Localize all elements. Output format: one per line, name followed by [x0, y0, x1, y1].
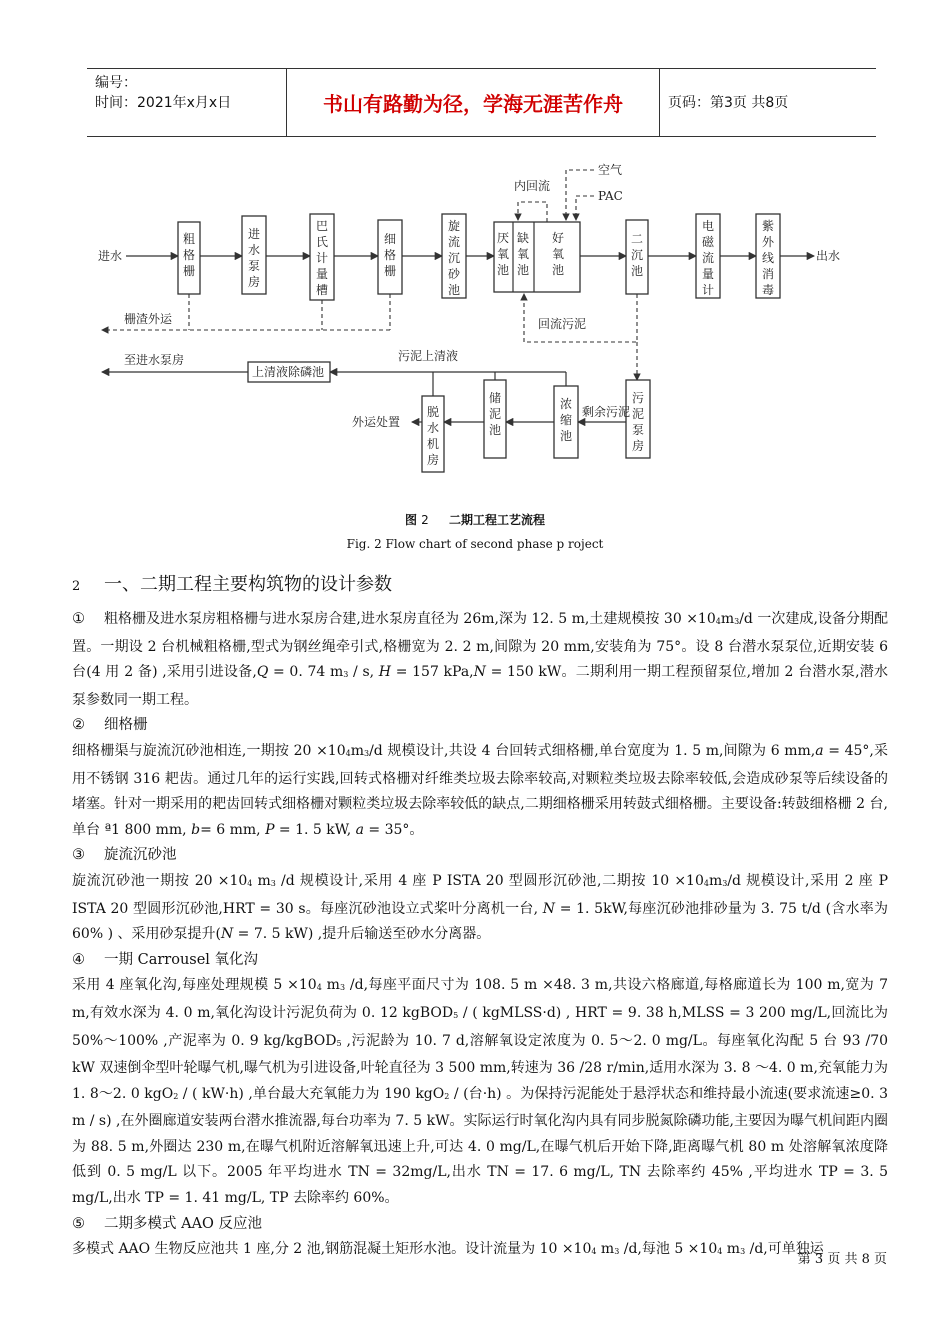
em-flowmeter-label: 电磁流量计 — [702, 219, 715, 297]
dewatering-label: 脱水机房 — [427, 405, 440, 467]
header-motto: 书山有路勤为径，学海无涯苦作舟 — [323, 92, 623, 116]
item-title: 一期 Carrousel 氧化沟 — [104, 951, 259, 968]
screenings-label: 栅渣外运 — [124, 312, 173, 326]
time-label: 时间：2021年x月x日 — [95, 95, 232, 111]
item-marker: ⑤ — [72, 1215, 85, 1232]
item-heading — [72, 1212, 888, 1238]
process-flow-chart — [92, 158, 862, 480]
disposal-label: 外运处置 — [352, 415, 401, 429]
figure-caption-zh — [0, 511, 950, 528]
item-heading — [72, 713, 888, 739]
thickener-label: 浓缩池 — [560, 397, 573, 443]
anoxic-label: 缺氧池 — [517, 231, 530, 277]
return-sludge-label: 回流污泥 — [538, 317, 587, 331]
air-label: 空气 — [598, 163, 623, 177]
page-footer: 第 3 页 共 8 页 — [797, 1252, 887, 1267]
item-marker: ④ — [72, 951, 85, 968]
paragraph: 采用 4 座氧化沟,每座处理规模 $5 \times 10_4$ $m_3$ /d,每座平面尺寸为 108. 5 m ×48. 3 m,共设六格廊道,每格廊道长为 100 m,宽为 7 m,有效水深为 4. 0 m,氧化沟设计污泥负荷为 0. 12 kgBOD$_5$ / ( kgMLSS·d) , HRT = 9. 38 h,MLSS = 3 200 mg/L,回流比为 50%～100% ,产泥率为 0. 9 kg/kgBOD$_5$ ,污泥龄为 10. 7 d,溶解氧设定浓度为 0. 5～2. 0 mg/L。每座氧化沟配 5 台 93 /70 kW 双速倒伞型叶轮曝气机,曝气机为引进设备,叶轮直径为 3 500 mm,转速为 36 /28 r/min,适用水深为 3. 8 ～4. 0 m,充氧能力为 1. 8～2. 0 kgO$_2$ / ( kW·h) ,单台最大充氧能力为 190 kgO$_2$ / (台·h) 。为保持污泥能处于悬浮状态和维持最小流速(要求流速≥0. 3 m / s) ,在外圈廊道安装两台潜水推流器,每台功率为 7. 5 kW。实际运行时氧化沟内具有同步脱氮除磷功能,主要因为曝气机间距内圈为 88. 5 m,外圈达 230 m,在曝气机附近溶解氧迅速上升,可达 4. 0 mg/L,在曝气机后开始下降,距离曝气机 80 m 处溶解氧浓度降低到 0. 5 mg/L 以下。2005 年平均进水 TN = 32mg/L,出水 TN = 17. 6 mg/L, TN 去除率约 45% ,平均进水 TP = 3. 5 mg/L,出水 TP = 1. 41 mg/L, TP 去除率约 60%。 — [72, 977, 889, 1207]
pac-line — [576, 196, 594, 220]
page-header — [87, 68, 876, 137]
caption-number: 2 — [421, 513, 429, 527]
sludge-storage-label: 储泥池 — [489, 391, 502, 437]
number-label: 编号： — [95, 75, 137, 91]
section-number: 2 — [72, 579, 81, 594]
parshall-label: 巴氏计量槽 — [316, 219, 329, 297]
sludge-pump-label: 污泥泵房 — [632, 391, 645, 453]
item-title: 细格栅 — [104, 717, 148, 734]
vortex-grit-label: 旋流沉砂池 — [448, 219, 461, 297]
uv-label: 紫外线消毒 — [762, 219, 775, 297]
header-right-cell — [660, 69, 876, 136]
body-text — [72, 607, 888, 1265]
header-page-label: 页码：第3页 共8页 — [668, 95, 789, 111]
air-line — [566, 170, 594, 220]
paragraph: ① 粗格栅及进水泵房粗格栅与进水泵房合建,进水泵房直径为 26m,深为 12. 5 m,土建规模按 $30 \times 10_4m_3/d$ 一次建成,设备分期配置。一期设 2 台机械粗格栅,型式为钢丝绳牵引式,格栅宽为 2. 2 m,间隙为 20 mm,安装角为 75°。设 8 台潜水泵泵位,近期安装 6 台(4 用 2 备) ,采用引进设备,Q = 0. 74 $m_3$ / s, H = 157 kPa,N = 150 kW。二期利用一期工程预留泵位,增加 2 台潜水泵,潜水泵参数同一期工程。 — [72, 607, 888, 713]
internal-recycle-line — [518, 202, 547, 222]
aerobic-label: 好氧池 — [552, 231, 565, 277]
item-marker: ③ — [72, 847, 85, 864]
sludge-supernatant-label: 污泥上清液 — [398, 349, 459, 363]
input-label: 进水 — [98, 249, 123, 263]
item-heading — [72, 843, 888, 869]
header-center-cell — [287, 69, 660, 136]
item-marker: ② — [72, 717, 85, 734]
paragraph: 多模式 AAO 生物反应池共 1 座,分 2 池,钢筋混凝土矩形水池。设计流量为 $10 \times 10_4$ $m_3$ /d,每池 $5 \times 10_4$ $m_3$ /d,可单独运 — [72, 1241, 824, 1258]
output-label: 出水 — [816, 249, 841, 263]
intake-pump-label: 进水泵房 — [248, 227, 261, 289]
figure-caption-en: Fig. 2 Flow chart of second phase p roject — [346, 537, 604, 551]
caption-prefix: 图 — [404, 513, 417, 527]
caption-title: 二期工程工艺流程 — [449, 513, 546, 527]
paragraph: 旋流沉砂池一期按 $20 \times 10_4$ $m_3$ /d 规模设计,采用 4 座 P ISTA 20 型圆形沉砂池,二期按 $10 \times 10_4m_3/d$ 规模设计,采用 2 座 P ISTA 20 型圆形沉砂池,HRT = 30 s。每座沉砂池设立式桨叶分离机一台, N = 1. 5kW,每座沉砂池排砂量为 3. 75 t/d (含水率为 60% ) 、采用砂泵提升(N = 7. 5 kW) ,提升后输送至砂水分离器。 — [72, 872, 888, 943]
secondary-clarifier-label: 二沉池 — [631, 232, 644, 278]
item-marker: ① — [72, 611, 85, 627]
section-title: 一、二期工程主要构筑物的设计参数 — [104, 574, 393, 595]
section-heading — [72, 570, 392, 596]
to-pump-house-label: 至进水泵房 — [124, 353, 185, 367]
item-title: 二期多模式 AAO 反应池 — [104, 1215, 263, 1232]
phos-removal-label: 上清液除磷池 — [252, 365, 325, 379]
coarse-screen-label: 粗格栅 — [183, 232, 196, 278]
pac-label: PAC — [598, 189, 623, 203]
excess-sludge-label: 剩余污泥 — [582, 405, 631, 419]
item-title: 旋流沉砂池 — [104, 847, 177, 864]
anaerobic-label: 厌氧池 — [497, 231, 510, 277]
internal-recycle-label: 内回流 — [514, 179, 551, 193]
header-left-cell — [87, 69, 287, 136]
fine-screen-label: 细格栅 — [384, 232, 397, 278]
paragraph: 细格栅渠与旋流沉砂池相连,一期按 $20 \times 10_4m_3/d$ 规模设计,共设 4 台回转式细格栅,单台宽度为 1. 5 m,间隙为 6 mm,a = 45°,采用不锈钢 316 耙齿。通过几年的运行实践,回转式格栅对纤维类垃圾去除率较高,对颗粒类垃圾去除率较低,会造成砂泵等后续设备的堵塞。针对一期采用的耙齿回转式细格栅对颗粒类垃圾去除率较低的缺点,二期细格栅采用转鼓式细格栅。主要设备:转鼓细格栅 2 台,单台 ª1 800 mm, b= 6 mm, P = 1. 5 kW, a = 35°。 — [72, 742, 888, 838]
item-heading — [72, 948, 888, 974]
